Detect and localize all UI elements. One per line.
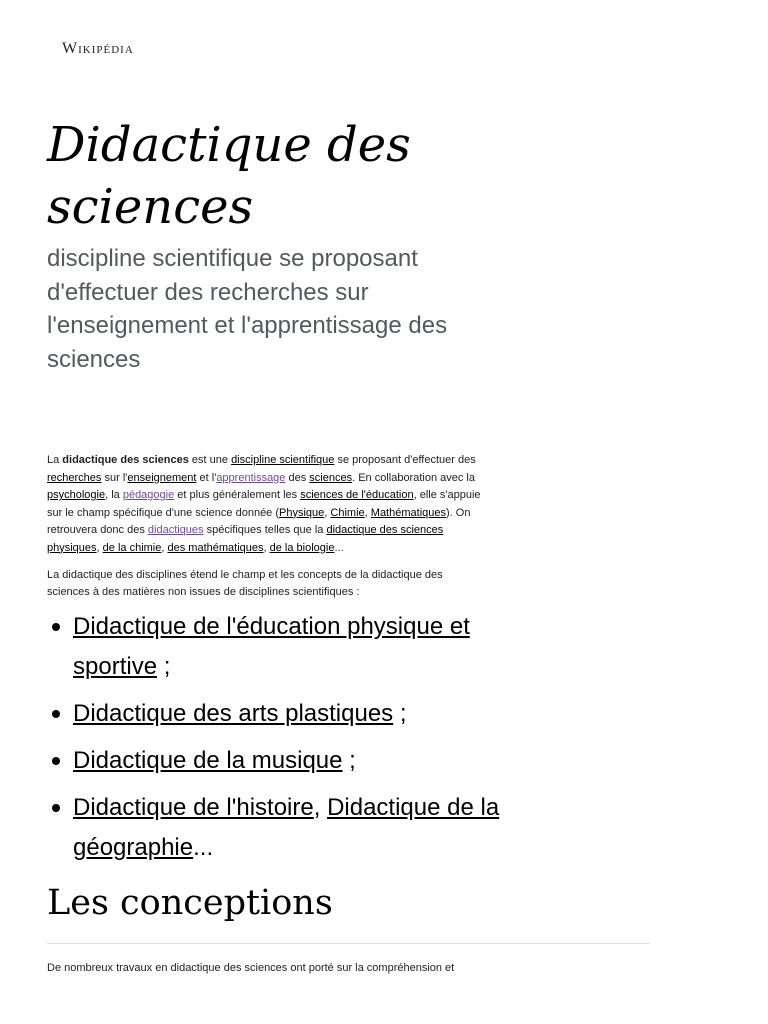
- intro-text: ,: [96, 541, 103, 554]
- link-didactiques[interactable]: didactiques: [147, 524, 204, 536]
- link-didactique-musique[interactable]: Didactique de la musique: [73, 747, 343, 774]
- bullet-icon: [52, 804, 60, 812]
- link-sciences[interactable]: sciences: [309, 471, 353, 484]
- intro-text: est une: [188, 454, 232, 466]
- link-des-mathematiques[interactable]: des mathématiques: [167, 541, 264, 554]
- link-didactique-histoire[interactable]: Didactique de l'histoire: [73, 794, 314, 821]
- list-item-suffix: ...: [193, 834, 214, 861]
- list-item-separator: ,: [313, 794, 328, 821]
- link-enseignement[interactable]: enseignement: [127, 471, 197, 484]
- intro-text: La: [47, 454, 63, 466]
- intro-text: des: [285, 471, 310, 484]
- intro-text: se proposant d'effectuer des: [334, 454, 476, 466]
- disciplines-paragraph: La didactique des disciplines étend le champ et les concepts de la didactique des sciences à des matières non issues de disciplines scientifiques :: [47, 569, 443, 598]
- intro-text: , la: [105, 489, 123, 501]
- wikipedia-logo[interactable]: Wikipédia: [62, 40, 134, 57]
- link-psychologie[interactable]: psychologie: [47, 489, 106, 501]
- intro-bold-term: didactique des sciences: [62, 454, 189, 466]
- link-didactique-arts-plastiques[interactable]: Didactique des arts plastiques: [73, 700, 394, 727]
- link-mathematiques[interactable]: Mathématiques: [370, 506, 446, 519]
- link-chimie[interactable]: Chimie: [330, 506, 365, 519]
- page-title: Didactique des sciences: [47, 117, 411, 235]
- intro-text: spécifiques telles que la: [203, 524, 327, 536]
- page-subtitle: discipline scientifique se proposant d'effectuer des recherches sur l'enseignement et l'apprentissage des sciences: [47, 245, 448, 373]
- link-didactique-sciences-physiques[interactable]: didactique des sciences physiques: [47, 524, 444, 554]
- link-sciences-education[interactable]: sciences de l'éducation: [300, 489, 414, 501]
- link-de-la-chimie[interactable]: de la chimie: [102, 541, 162, 554]
- list-item: [73, 741, 543, 781]
- bullet-icon: [52, 757, 60, 765]
- intro-text: ,: [263, 541, 270, 554]
- list-item-suffix: ;: [342, 747, 356, 774]
- link-pedagogie[interactable]: pédagogie: [122, 489, 175, 501]
- bullet-icon: [52, 623, 60, 631]
- intro-text: ,: [364, 506, 371, 519]
- link-physique[interactable]: Physique: [279, 506, 325, 519]
- list-item: [73, 788, 543, 868]
- intro-text: ). On retrouvera donc des: [47, 506, 471, 536]
- intro-text: sur l': [101, 471, 128, 484]
- didactics-list: [47, 607, 543, 875]
- intro-text: et l': [196, 471, 217, 484]
- list-item: [73, 694, 543, 734]
- list-item: [73, 607, 543, 687]
- list-item-suffix: ;: [157, 653, 171, 680]
- intro-text: ...: [334, 541, 344, 554]
- link-apprentissage[interactable]: apprentissage: [216, 471, 286, 484]
- section-divider: [47, 943, 650, 944]
- bullet-icon: [52, 710, 60, 718]
- link-didactique-geographie[interactable]: Didactique de la géographie: [73, 794, 500, 861]
- list-item-suffix: ;: [393, 700, 407, 727]
- intro-text: , elle s'appuie sur le champ spécifique d'une science donnée (: [47, 489, 481, 519]
- link-recherches[interactable]: recherches: [47, 471, 102, 484]
- link-discipline-scientifique[interactable]: discipline scientifique: [231, 454, 335, 466]
- section-heading-conceptions[interactable]: Les conceptions: [47, 883, 333, 923]
- conceptions-paragraph: De nombreux travaux en didactique des sciences ont porté sur la compréhension et: [47, 962, 455, 974]
- intro-text: ,: [161, 541, 168, 554]
- intro-text: . En collaboration avec la: [352, 471, 475, 484]
- intro-paragraph: [47, 452, 487, 557]
- intro-text: et plus généralement les: [174, 489, 301, 501]
- intro-text: ,: [324, 506, 331, 519]
- link-didactique-eps[interactable]: Didactique de l'éducation physique et sportive: [73, 613, 470, 680]
- link-de-la-biologie[interactable]: de la biologie: [269, 541, 335, 554]
